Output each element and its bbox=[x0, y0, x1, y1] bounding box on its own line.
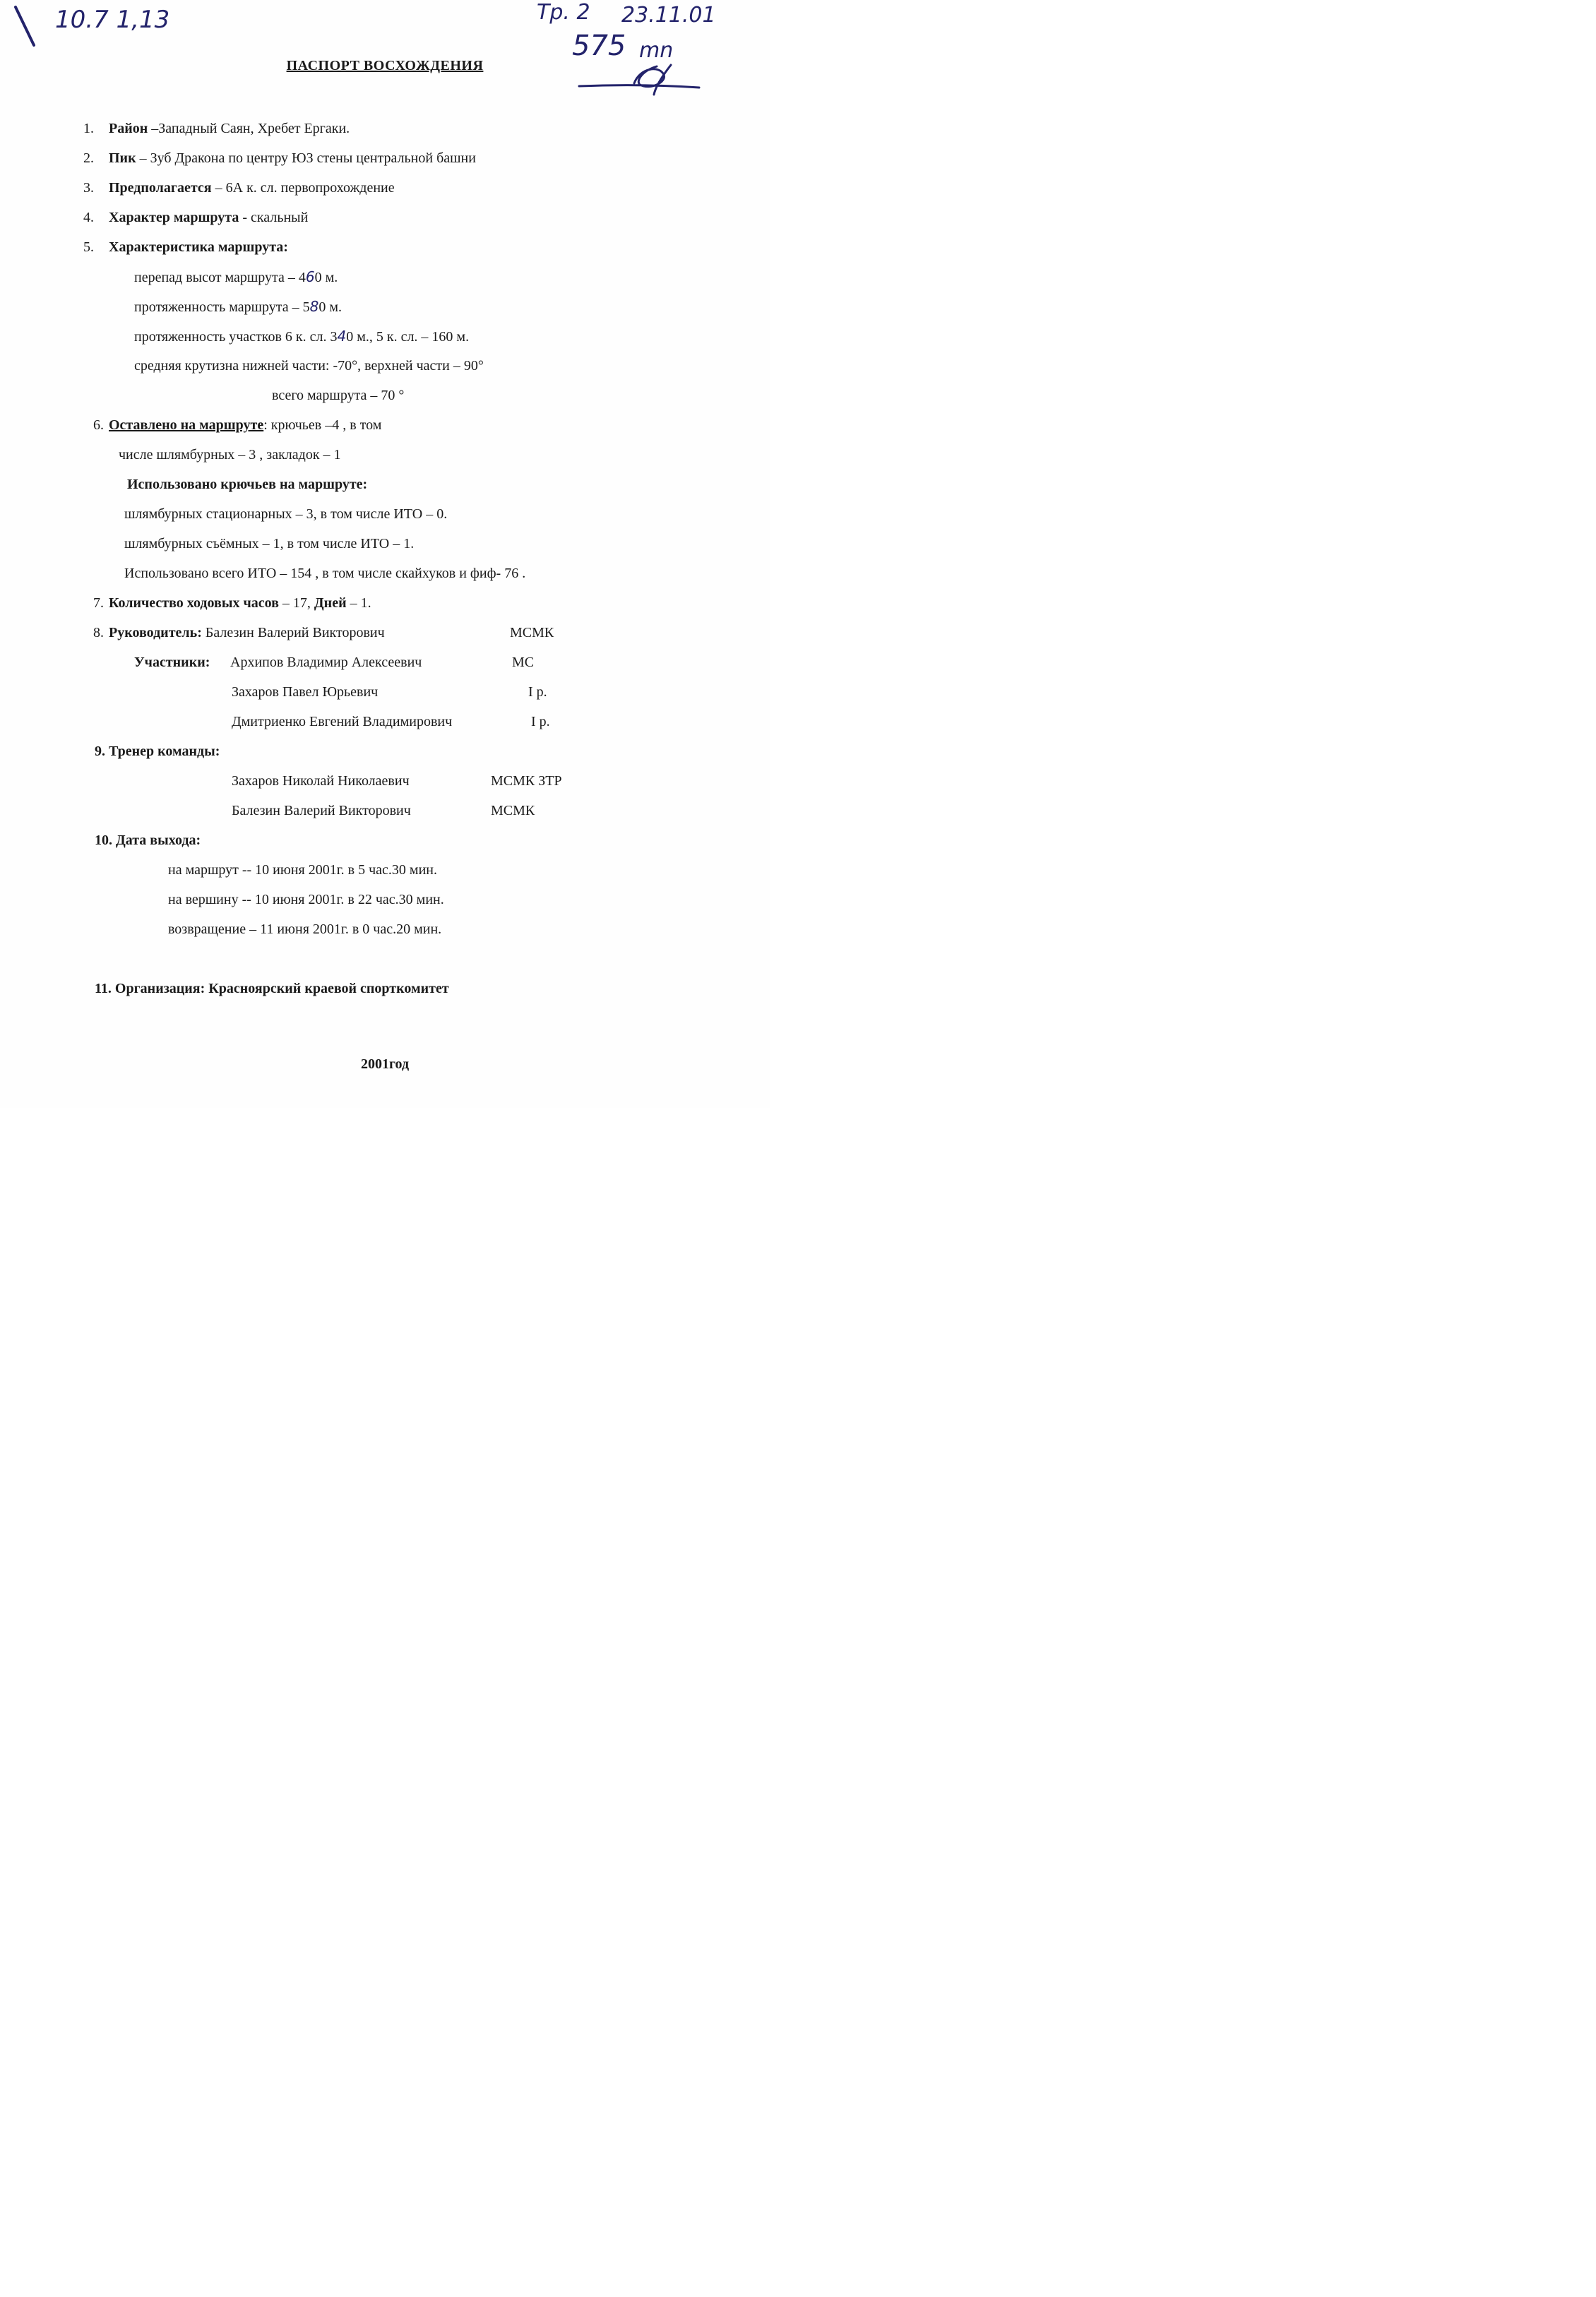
item-5-height-difference: перепад высот маршрута – 460 м. bbox=[134, 268, 338, 285]
item-8: 8. Руководитель: Балезин Валерий Викторович bbox=[93, 625, 385, 640]
item-2: 2. Пик – Зуб Дракона по центру ЮЗ стены центральной башни bbox=[83, 150, 476, 166]
date-summit: на вершину -- 10 июня 2001г. в 22 час.30 мин. bbox=[168, 892, 444, 907]
member-name: Дмитриенко Евгений Владимирович bbox=[232, 714, 453, 729]
member-name: Захаров Павел Юрьевич bbox=[232, 684, 379, 700]
item-5: 5. Характеристика маршрута: bbox=[83, 239, 288, 255]
item-6-used-removable: шлямбурных съёмных – 1, в том числе ИТО – 1. bbox=[124, 536, 415, 551]
date-return: возвращение – 11 июня 2001г. в 0 час.20 мин. bbox=[168, 921, 442, 937]
handwritten-top-left-note: 10.7 1,13 bbox=[55, 6, 170, 34]
item-9: 9. Тренер команды: bbox=[95, 744, 220, 759]
member-rank: МС bbox=[512, 655, 535, 670]
handwritten-date: 23.11.01 bbox=[621, 3, 716, 28]
item-5-overall-steepness: всего маршрута – 70 ° bbox=[272, 388, 405, 403]
handwritten-slash-mark bbox=[6, 3, 48, 52]
page-title: ПАСПОРТ ВОСХОЖДЕНИЯ bbox=[286, 58, 484, 73]
members-label: Участники: bbox=[134, 655, 210, 670]
coach-rank: МСМК bbox=[491, 803, 535, 818]
item-6-bolts: числе шлямбурных – 3 , закладок – 1 bbox=[119, 447, 341, 463]
member-rank: I р. bbox=[528, 684, 547, 700]
coach-name: Захаров Николай Николаевич bbox=[232, 773, 410, 789]
handwritten-initials: mn bbox=[639, 38, 674, 63]
item-5-steepness: средняя крутизна нижней части: -70°, верхней части – 90° bbox=[134, 358, 484, 374]
handwritten-code: 575 bbox=[572, 30, 626, 62]
item-6-used-stationary: шлямбурных стационарных – 3, в том числе ИТО – 0. bbox=[124, 506, 448, 522]
leader-rank: МСМК bbox=[510, 625, 554, 640]
item-5-route-length: протяженность маршрута – 580 м. bbox=[134, 298, 342, 315]
item-4: 4. Характер маршрута - скальный bbox=[83, 210, 309, 225]
item-3: 3. Предполагается – 6А к. сл. первопрохождение bbox=[83, 180, 395, 196]
coach-rank: МСМК ЗТР bbox=[491, 773, 562, 789]
item-5-section-length: протяженность участков 6 к. сл. 340 м., 5 к. сл. – 160 м. bbox=[134, 328, 470, 345]
member-name: Архипов Владимир Алексеевич bbox=[230, 655, 422, 670]
item-6-used-total: Использовано всего ИТО – 154 , в том числе скайхуков и фиф- 76 . bbox=[124, 566, 526, 581]
item-6: 6. Оставлено на маршруте: крючьев –4 , в том bbox=[93, 417, 382, 433]
item-6-used-heading: Использовано крючьев на маршруте: bbox=[127, 477, 368, 492]
item-1: 1. Район –Западный Саян, Хребет Ергаки. bbox=[83, 121, 350, 136]
handwritten-signature bbox=[572, 49, 713, 99]
item-10: 10. Дата выхода: bbox=[95, 833, 201, 848]
member-rank: I р. bbox=[531, 714, 550, 729]
date-route-start: на маршрут -- 10 июня 2001г. в 5 час.30 мин. bbox=[168, 862, 437, 878]
handwritten-ref: Тр. 2 bbox=[537, 0, 590, 25]
item-7: 7. Количество ходовых часов – 17, Дней – 1. bbox=[93, 595, 371, 611]
coach-name: Балезин Валерий Викторович bbox=[232, 803, 411, 818]
footer-year: 2001год bbox=[360, 1056, 410, 1072]
document-page bbox=[0, 0, 770, 1108]
item-11: 11. Организация: Красноярский краевой спорткомитет bbox=[95, 981, 449, 996]
